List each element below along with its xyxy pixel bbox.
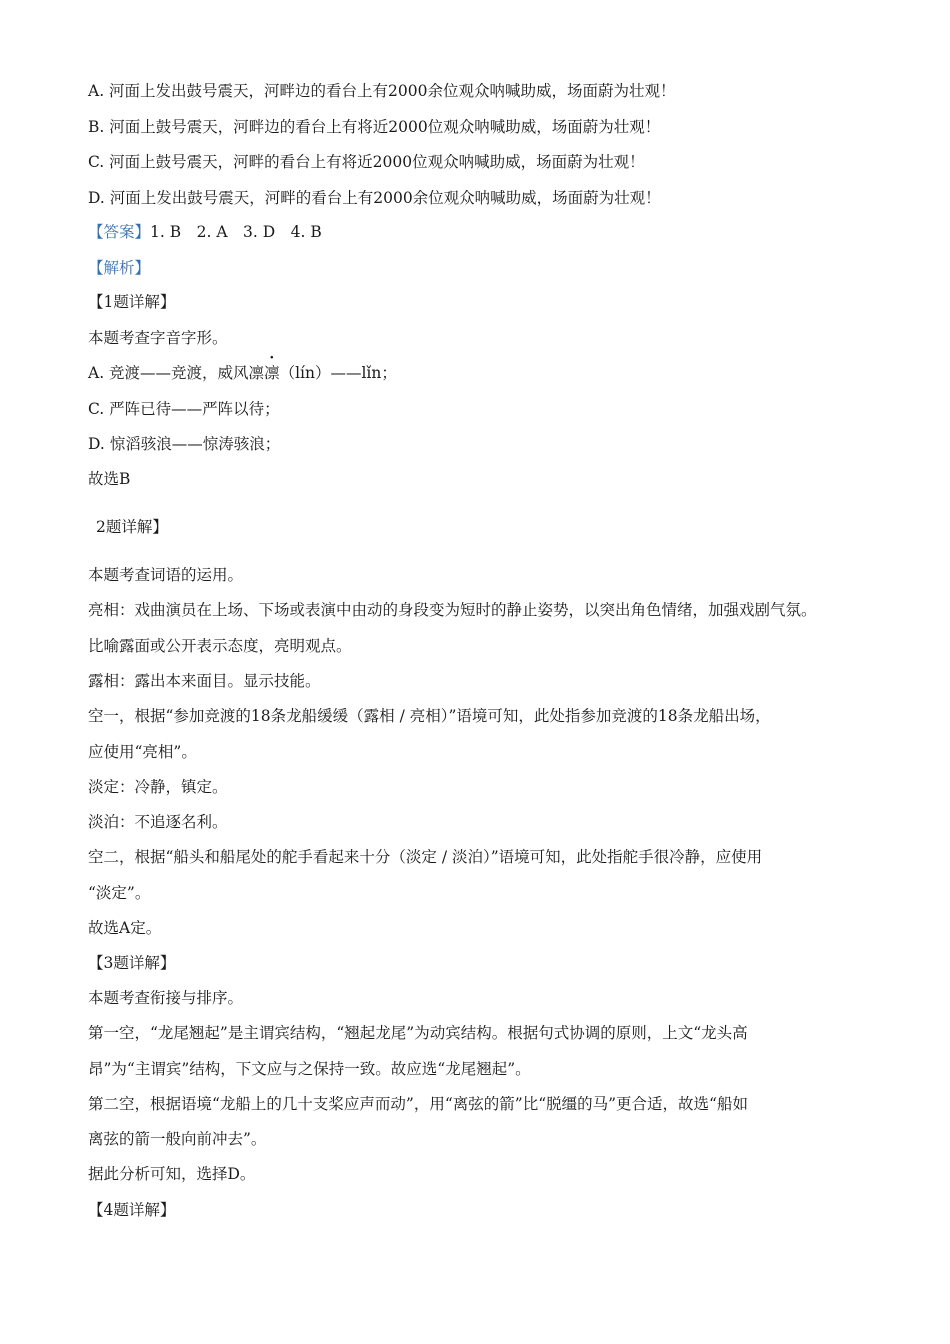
q1-item-a-prefix: A. 竞渡——竞渡，威风凛 xyxy=(88,364,265,382)
option-b: B. 河面上鼓号震天，河畔边的看台上有将近2000位观众呐喊助威，场面蔚为壮观！ xyxy=(88,118,661,136)
q2-intro: 本题考查词语的运用。 xyxy=(88,566,244,584)
q2-danbo-def: 淡泊：不追逐名利。 xyxy=(88,813,228,831)
q1-item-c: C. 严阵已待——严阵以待； xyxy=(88,400,280,418)
answer-value: 1. B 2. A 3. D 4. B xyxy=(150,223,322,241)
q1-heading: 【1题详解】 xyxy=(88,293,176,311)
q1-intro: 本题考查字音字形。 xyxy=(88,329,228,347)
q1-item-a-suffix: （lín）——lǐn； xyxy=(279,364,397,382)
q3-p1-line-1: 第一空，“龙尾翘起”是主谓宾结构，“翘起龙尾”为动宾结构。根据句式协调的原则，上文“龙头高 xyxy=(88,1024,748,1042)
answer-line xyxy=(88,222,322,242)
option-a: A. 河面上发出鼓号震天，河畔边的看台上有2000余位观众呐喊助威，场面蔚为壮观！ xyxy=(88,82,676,100)
q2-blank1-line-2: 应使用“亮相”。 xyxy=(88,743,197,761)
q3-p2-line-2: 离弦的箭一般向前冲去”。 xyxy=(88,1130,267,1148)
option-c: C. 河面上鼓号震天，河畔的看台上有将近2000位观众呐喊助威，场面蔚为壮观！ xyxy=(88,153,645,171)
q3-conclusion: 据此分析可知，选择D。 xyxy=(88,1165,256,1183)
answer-tag: 【答案】 xyxy=(88,223,151,241)
q2-blank2-line-2: “淡定”。 xyxy=(88,884,151,902)
analysis-tag: 【解析】 xyxy=(88,259,151,277)
q2-liangxiang-def-1: 亮相：戏曲演员在上场、下场或表演中由动的身段变为短时的静止姿势，以突出角色情绪，加强戏剧气氛。 xyxy=(88,601,817,619)
q2-liangxiang-def-2: 比喻露面或公开表示态度，亮明观点。 xyxy=(88,637,352,655)
q2-luxiang-def: 露相：露出本来面目。显示技能。 xyxy=(88,672,321,690)
q2-danding-def: 淡定：冷静，镇定。 xyxy=(88,778,228,796)
q2-blank2-line-1: 空二，根据“船头和船尾处的舵手看起来十分（淡定 / 淡泊）”语境可知，此处指舵手很冷静，应使用 xyxy=(88,848,763,866)
q3-p1-line-2: 昂”为“主谓宾”结构，下文应与之保持一致。故应选“龙尾翘起”。 xyxy=(88,1060,531,1078)
q2-heading: 2题详解】 xyxy=(96,518,168,536)
q3-intro: 本题考查衔接与排序。 xyxy=(88,989,244,1007)
q1-conclusion: 故选B xyxy=(88,470,131,488)
q1-item-a-dotted-char: 凛 xyxy=(264,364,280,382)
option-d: D. 河面上发出鼓号震天，河畔的看台上有2000余位观众呐喊助威，场面蔚为壮观！ xyxy=(88,189,661,207)
q3-p2-line-1: 第二空，根据语境“龙船上的几十支桨应声而动”，用“离弦的箭”比“脱缰的马”更合适，故选“船如 xyxy=(88,1095,748,1113)
q2-conclusion: 故选A定。 xyxy=(88,919,162,937)
q3-heading: 【3题详解】 xyxy=(88,954,176,972)
q2-blank1-line-1: 空一，根据“参加竞渡的18条龙船缓缓（露相 / 亮相）”语境可知，此处指参加竞渡的18条龙船出场， xyxy=(88,707,771,725)
q1-item-d: D. 惊滔骇浪——惊涛骇浪； xyxy=(88,435,281,453)
q1-item-a xyxy=(88,363,397,383)
q4-heading: 【4题详解】 xyxy=(88,1201,176,1219)
